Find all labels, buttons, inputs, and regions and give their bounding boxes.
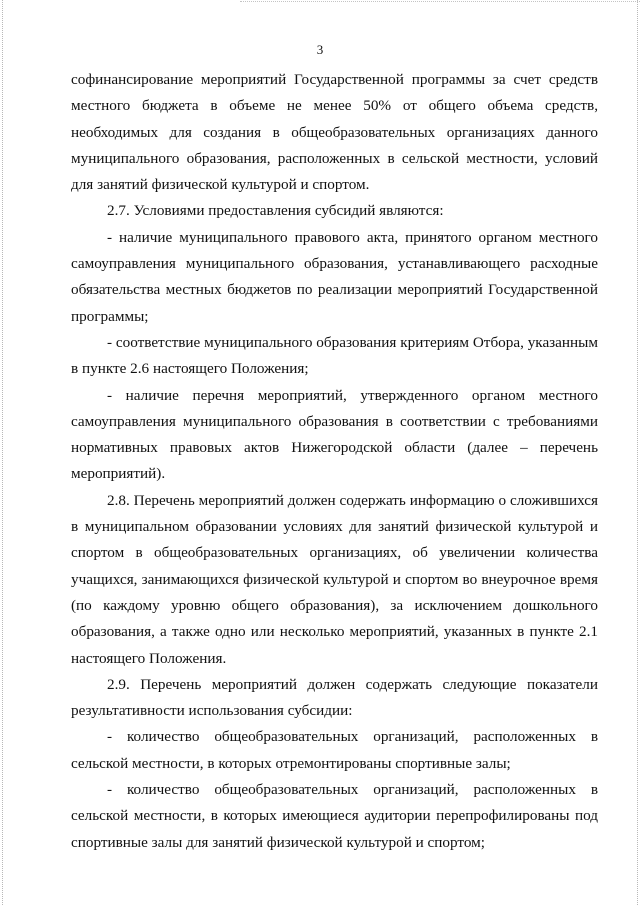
paragraph-condition-measures-list: - наличие перечня мероприятий, утвержденного органом местного самоуправления муниципального образования в соответствии с требованиями нормативных правовых актов Нижегородской области (далее – перечень мероприятий). xyxy=(71,386,598,483)
paragraph-2-9: 2.9. Перечень мероприятий должен содержать следующие показатели результативности использования субсидии: xyxy=(71,675,598,720)
page-number: 3 xyxy=(316,42,324,57)
paragraph-2-7-heading: 2.7. Условиями предоставления субсидий являются: xyxy=(107,202,444,220)
paragraph-indicator-repaired-halls: - количество общеобразовательных организаций, расположенных в сельской местности, в которых отремонтированы спортивные залы; xyxy=(71,728,598,772)
paragraph-cofinancing: софинансирование мероприятий Государственной программы за счет средств местного бюджета в объеме не менее 50% от общего объема средств, необходимых для создания в общеобразовательных организациях данного муниципального образования, расположенных в сельской местности, условий для занятий физической культурой и спортом. xyxy=(71,71,598,194)
top-scan-edge xyxy=(240,1,640,2)
paragraph-condition-criteria: - соответствие муниципального образования критериям Отбора, указанным в пункте 2.6 настоящего Положения; xyxy=(71,333,598,378)
paragraph-2-8: 2.8. Перечень мероприятий должен содержать информацию о сложившихся в муниципальном образовании условиях для занятий физической культурой и спортом в общеобразовательных организациях, об увеличении количества учащихся, занимающихся физической культурой и спортом во внеурочное время (по каждому уровню общего образования), за исключением дошкольного образования, а также одно или несколько мероприятий, указанных в пункте 2.1 настоящего Положения. xyxy=(71,491,598,667)
paragraph-indicator-repurposed-rooms: - количество общеобразовательных организаций, расположенных в сельской местности, в которых имеющиеся аудитории перепрофилированы под спортивные залы для занятий физической культурой и спортом; xyxy=(71,781,598,851)
document-body xyxy=(71,67,598,856)
right-scan-edge xyxy=(637,0,638,905)
paragraph-condition-legal-act: - наличие муниципального правового акта, принятого органом местного самоуправления муниципального образования, устанавливающего расходные обязательства местных бюджетов по реализации мероприятий Государственной программы; xyxy=(71,228,598,325)
left-scan-edge xyxy=(2,0,3,905)
